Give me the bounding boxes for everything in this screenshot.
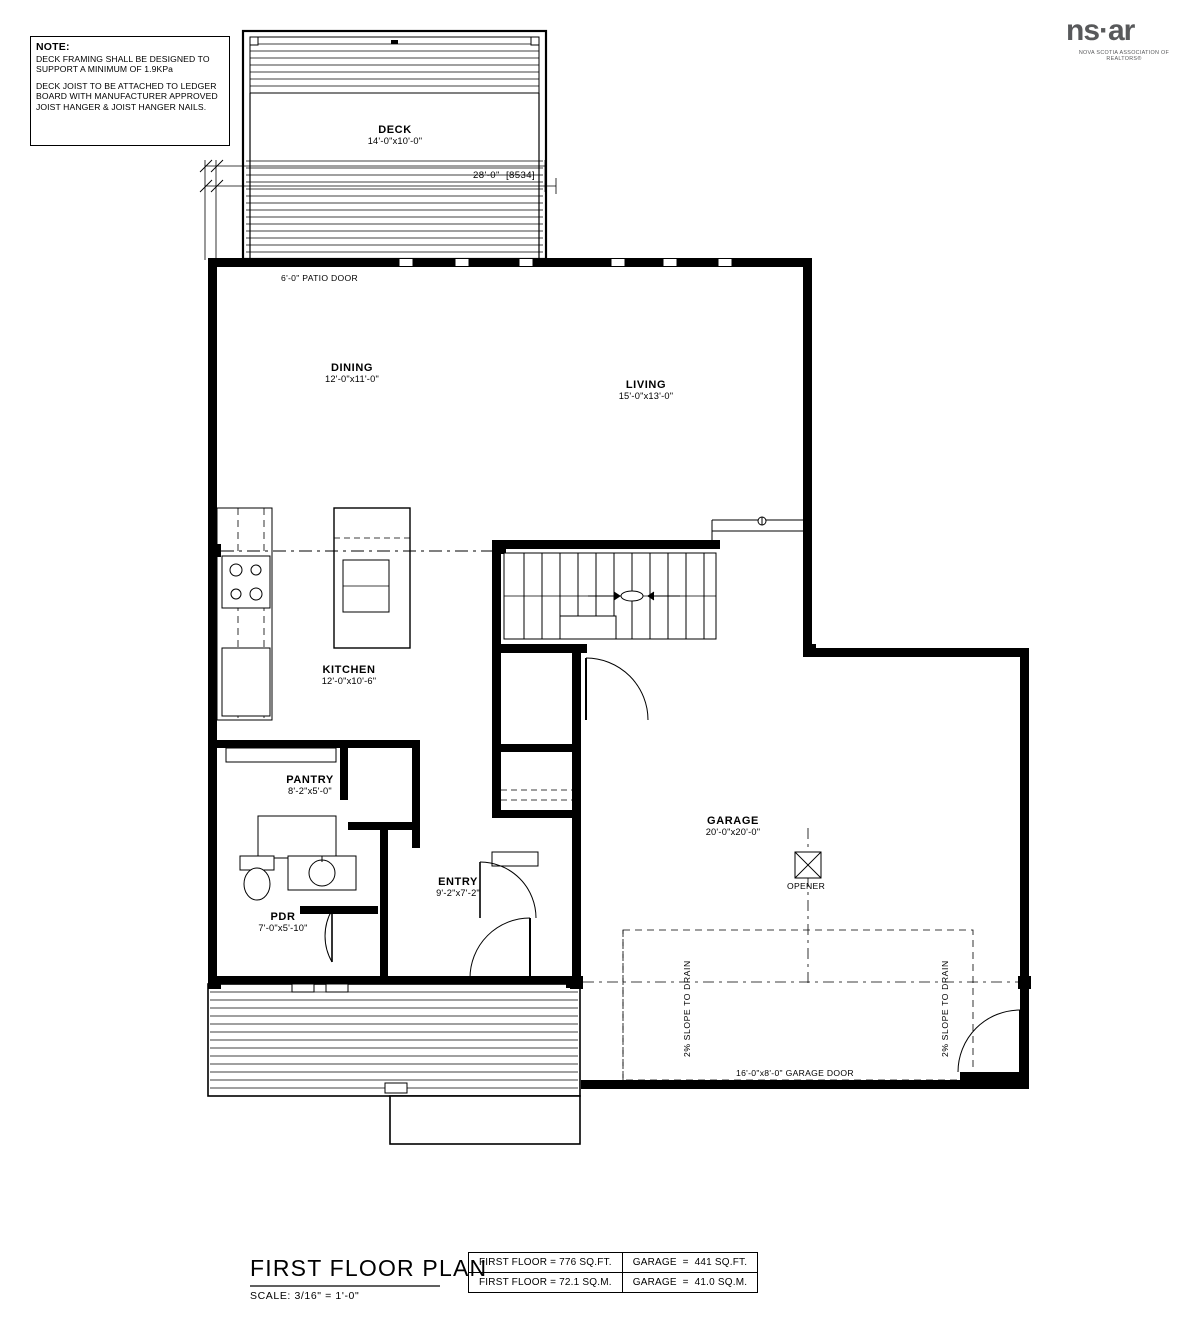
table-row <box>469 1253 758 1273</box>
room-label-pdr <box>258 911 307 933</box>
stair-assembly <box>208 517 816 657</box>
room-dimension: 9'-2"x7'-2" <box>436 888 480 898</box>
slope-label-right: 2% SLOPE TO DRAIN <box>940 960 950 1057</box>
note-paragraph-1: DECK FRAMING SHALL BE DESIGNED TO SUPPORT A MINIMUM OF 1.9KPa <box>36 54 210 75</box>
room-label-dining <box>325 362 379 384</box>
opener-label: OPENER <box>787 881 826 891</box>
front-porch <box>208 984 580 1144</box>
area-first-floor-sqft: FIRST FLOOR = 776 SQ.FT. <box>469 1253 623 1273</box>
room-dimension: 12'-0"x11'-0" <box>325 374 379 384</box>
room-name: KITCHEN <box>322 664 376 676</box>
room-dimension: 7'-0"x5'-10" <box>258 923 308 933</box>
room-label-living <box>619 379 674 401</box>
room-name: PDR <box>270 911 296 923</box>
powder-room-fixtures <box>240 856 378 962</box>
room-name: DINING <box>330 362 374 374</box>
room-name: LIVING <box>625 379 667 391</box>
room-name: ENTRY <box>438 876 478 888</box>
room-label-garage <box>706 815 761 837</box>
garage-details <box>566 828 1024 1089</box>
room-dimension: 8'-2"x5'-0" <box>288 786 332 796</box>
room-dimension: 12'-0"x10'-6" <box>321 676 377 686</box>
area-first-floor-sqm: FIRST FLOOR = 72.1 SQ.M. <box>469 1273 623 1293</box>
room-dimension: 14'-0"x10'-0" <box>367 136 423 146</box>
room-name: GARAGE <box>707 815 759 827</box>
nsar-logo <box>1066 14 1182 66</box>
room-dimension: 15'-0"x13'-0" <box>618 391 674 401</box>
patio-door-label: 6'-0" PATIO DOOR <box>281 273 358 283</box>
entry-doors <box>470 648 648 978</box>
note-box <box>30 36 230 146</box>
slope-label-left: 2% SLOPE TO DRAIN <box>682 960 692 1057</box>
overall-dimension-label: 28'-0" [8534] <box>473 170 536 181</box>
logo-subtitle: NOVA SCOTIA ASSOCIATION OF REALTORS® <box>1078 50 1170 63</box>
table-row <box>469 1273 758 1293</box>
room-name: PANTRY <box>286 774 334 786</box>
plan-scale: SCALE: 3/16" = 1'-0" <box>250 1290 360 1302</box>
area-garage-sqm: GARAGE = 41.0 SQ.M. <box>622 1273 758 1293</box>
garage-door-label: 16'-0"x8'-0" GARAGE DOOR <box>736 1068 854 1078</box>
note-paragraph-2: DECK JOIST TO BE ATTACHED TO LEDGER BOARD WITH MANUFACTURER APPROVED JOIST HANGER & JOIST HANGER NAILS. <box>36 80 218 112</box>
room-dimension: 20'-0"x20'-0" <box>705 827 761 837</box>
logo-wordmark: ns·ar <box>1066 14 1135 47</box>
plan-title: FIRST FLOOR PLAN <box>250 1255 488 1281</box>
room-name: DECK <box>378 124 412 136</box>
room-label-entry <box>436 876 480 898</box>
room-label-deck <box>368 124 423 146</box>
area-table <box>468 1252 758 1293</box>
room-label-kitchen <box>322 664 377 686</box>
note-title: NOTE: <box>36 41 70 53</box>
kitchen-fixtures <box>217 508 492 720</box>
room-label-pantry <box>286 774 334 796</box>
area-garage-sqft: GARAGE = 441 SQ.FT. <box>622 1253 758 1273</box>
